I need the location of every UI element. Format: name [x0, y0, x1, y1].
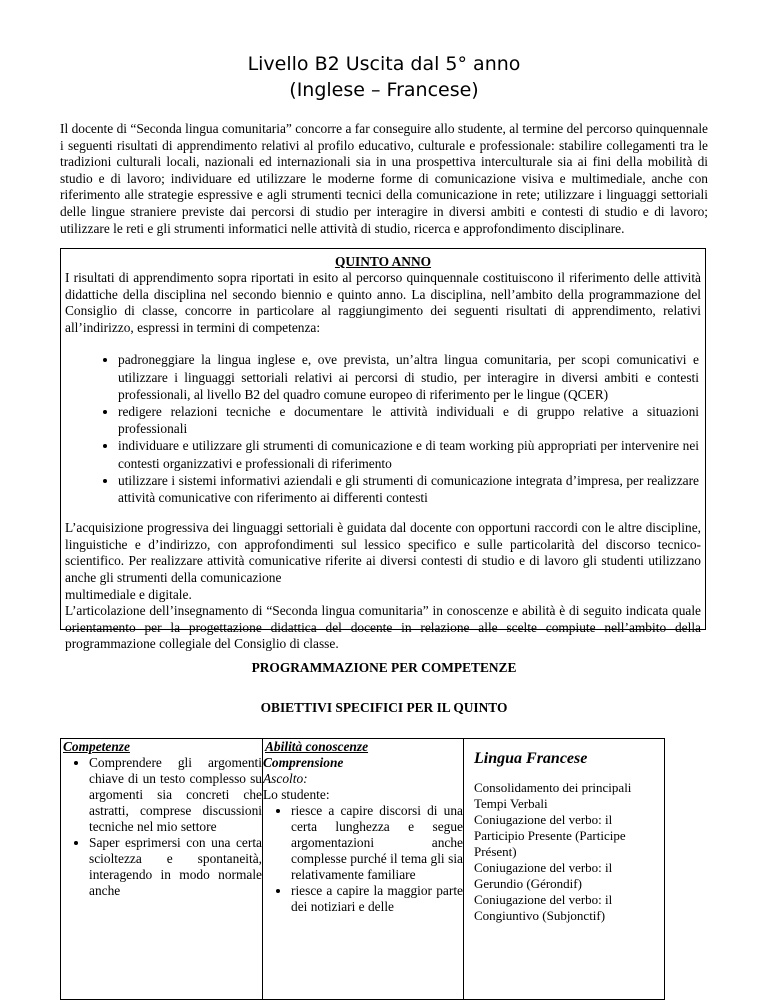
competence-list — [61, 351, 705, 506]
articulation-paragraph: L’articolazione dell’insegnamento di “Seconda lingua comunitaria” in conoscenze e abilità è di seguito indicata quale orientamento per la progettazione didattica del docente in relazione alle scelte compiute nell’ambito della programmazione collegiale del Consiglio di classe. — [65, 603, 701, 652]
competenze-header: Competenze — [63, 739, 130, 754]
list-item: • Comprendere gli argomenti chiave di un testo complesso su argomenti sia concreti che astratti, comprese discussioni tecniche nel mio settore — [89, 755, 262, 835]
lingua-francese-header: Lingua Francese — [474, 750, 588, 767]
section-heading-obiettivi: OBIETTIVI SPECIFICI PER IL QUINTO — [260, 700, 508, 715]
page-subtitle: (Inglese – Francese) — [289, 79, 479, 101]
section-heading-programmazione: PROGRAMMAZIONE PER COMPETENZE — [251, 660, 517, 675]
list-item: Consolidamento dei principali Tempi Verbali — [474, 780, 632, 811]
list-item: • riesce a capire la maggior parte dei notiziari e delle — [291, 883, 463, 915]
list-item: • individuare e utilizzare gli strumenti di comunicazione e di team working più appropriati per intervenire nei contesti organizzativi e professionali di riferimento — [118, 437, 699, 471]
ascolto-label: Ascolto: — [263, 771, 308, 786]
list-item: Coniugazione del verbo: il Participio Presente (Participe Présent) — [474, 812, 626, 859]
lingua-francese-column — [464, 739, 665, 1000]
abilita-column — [263, 739, 464, 1000]
quinto-anno-box — [60, 248, 706, 652]
list-item: • redigere relazioni tecniche e documentare le attività individuali e di gruppo relative a situazioni professionali — [118, 403, 699, 437]
objectives-table — [60, 738, 665, 1000]
page-title: Livello B2 Uscita dal 5° anno — [247, 53, 521, 75]
studente-label: Lo studente: — [263, 787, 330, 802]
list-item: • utilizzare i sistemi informativi aziendali e gli strumenti di comunicazione integrata d’impresa, per realizzare attività comunicative con riferimento ai differenti contesti — [118, 472, 699, 506]
list-item: Coniugazione del verbo: il Gerundio (Gérondif) — [474, 860, 613, 891]
competenze-column — [61, 739, 263, 1000]
quinto-intro-paragraph: I risultati di apprendimento sopra riportati in esito al percorso quinquennale costituiscono il riferimento delle attività didattiche della disciplina nel secondo biennio e quinto anno. La disciplina, nell’ambito della programmazione del Consiglio di classe, concorre in particolare al raggiungimento dei seguenti risultati di apprendimento, relativi all’indirizzo, espressi in termini di competenza: — [65, 270, 701, 335]
intro-paragraph: Il docente di “Seconda lingua comunitaria” concorre a far conseguire allo studente, al termine del percorso quinquennale i seguenti risultati di apprendimento relativi al profilo educativo, culturale e professionale: stabilire collegamenti tra le tradizioni culturali locali, nazionali ed internazionali sia in una prospettiva interculturale sia ai fini della mobilità di studio e di lavoro; individuare ed utilizzare le moderne forme di comunicazione visiva e multimediale, anche con riferimento alle strategie espressive e agli strumenti tecnici della comunicazione in rete; utilizzare i linguaggi settoriali delle lingue straniere previste dai percorsi di studio per interagire in diversi ambiti e contesti di studio e di lavoro; utilizzare le reti e gli strumenti informatici nelle attività di studio, ricerca e approfondimento disciplinare. — [60, 121, 708, 236]
list-item: Coniugazione del verbo: il Congiuntivo (Subjonctif) — [474, 892, 613, 923]
abilita-header: Abilità conoscenze — [265, 739, 369, 754]
quinto-anno-title: QUINTO ANNO — [334, 254, 432, 269]
acquisition-paragraph: L’acquisizione progressiva dei linguaggi settoriali è guidata dal docente con opportuni raccordi con le altre discipline, linguistiche e d’indirizzo, con approfondimenti sul lessico specifico e sulle particolarità del discorso tecnico-scientifico. Per realizzare attività comunicative riferite ai diversi contesti di studio e di lavoro gli studenti utilizzano anche gli strumenti della comunicazione — [65, 520, 701, 585]
list-item: • padroneggiare la lingua inglese e, ove prevista, un’altra lingua comunitaria, per scopi comunicativi e utilizzare i linguaggi settoriali relativi ai percorsi di studio, per interagire in diversi ambiti e contesti professionali, al livello B2 del quadro comune europeo di riferimento per le lingue (QCER) — [118, 351, 699, 403]
list-item: • Saper esprimersi con una certa scioltezza e spontaneità, interagendo in modo normale anche — [89, 835, 262, 899]
acquisition-paragraph-end: multimediale e digitale. — [65, 586, 192, 602]
list-item: • riesce a capire discorsi di una certa lunghezza e segue argomentazioni anche complesse purché il tema gli sia relativamente familiare — [291, 803, 463, 883]
comprensione-label: Comprensione — [263, 755, 344, 770]
